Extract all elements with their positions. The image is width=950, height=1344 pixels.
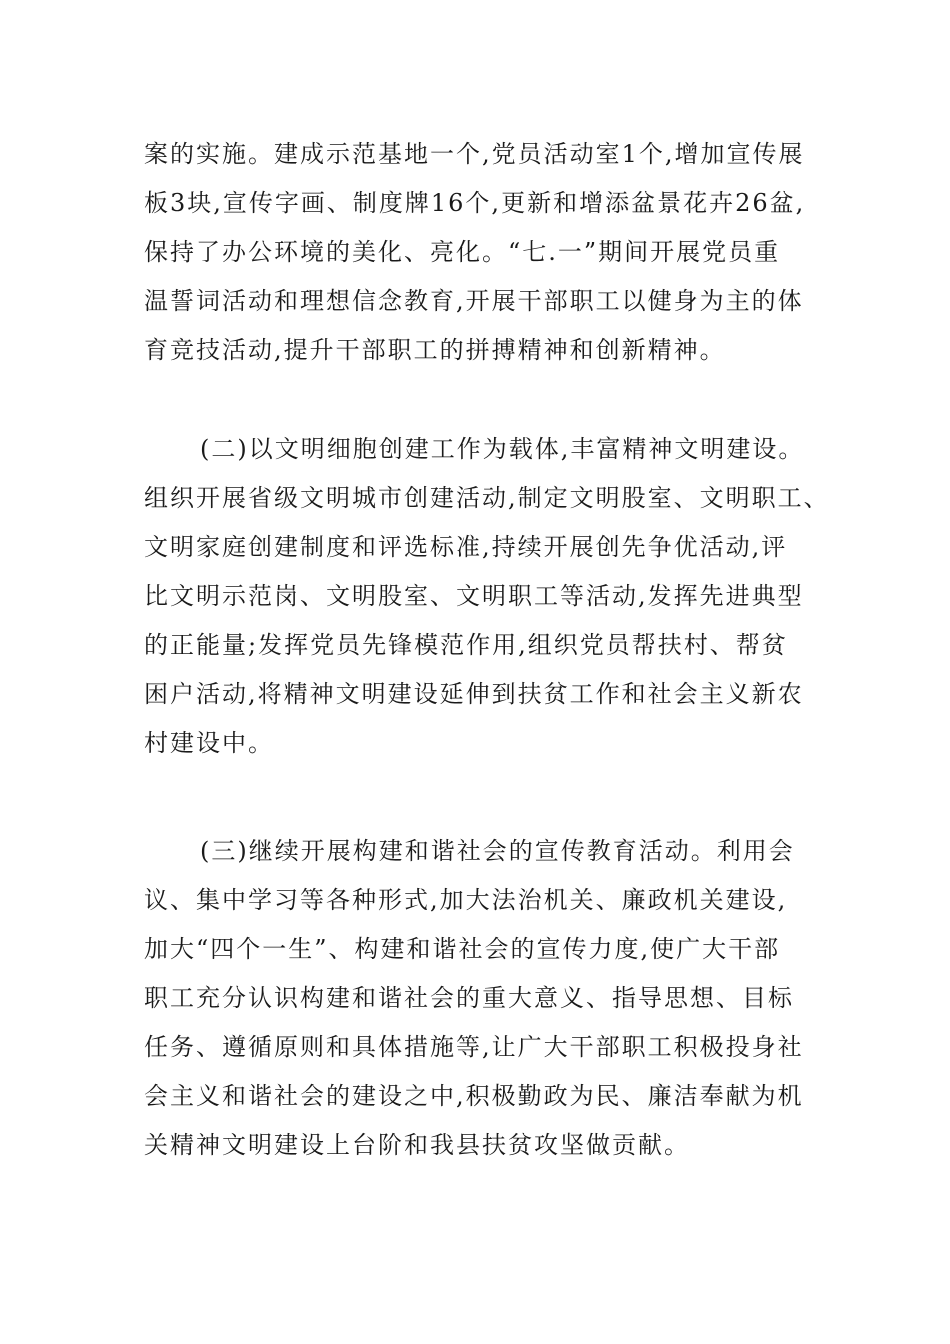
text-line: 板3块,宣传字画、制度牌16个,更新和增添盆景花卉26盆, [144, 189, 806, 217]
text-line: 任务、遵循原则和具体措施等,让广大干部职工积极投身社 [144, 1033, 804, 1061]
section-heading-line: (二)以文明细胞创建工作为载体,丰富精神文明建设。 [200, 435, 805, 463]
text-line: 加大“四个一生”、构建和谐社会的宣传力度,使广大干部 [144, 935, 781, 963]
paragraph-implementation-results [144, 130, 814, 375]
text-line: 案的实施。建成示范基地一个,党员活动室1个,增加宣传展 [144, 140, 805, 168]
paragraph-section-two [144, 425, 830, 768]
text-line: 议、集中学习等各种形式,加大法治机关、廉政机关建设, [144, 886, 788, 914]
paragraph-section-three [144, 827, 814, 1170]
text-line: 组织开展省级文明城市创建活动,制定文明股室、文明职工、 [144, 484, 830, 512]
text-line: 会主义和谐社会的建设之中,积极勤政为民、廉洁奉献为机 [144, 1082, 804, 1110]
section-heading-line: (三)继续开展构建和谐社会的宣传教育活动。利用会 [200, 837, 795, 865]
text-line: 比文明示范岗、文明股室、文明职工等活动,发挥先进典型 [144, 582, 804, 610]
text-line: 保持了办公环境的美化、亮化。“七.一”期间开展党员重 [144, 238, 781, 266]
text-line: 温誓词活动和理想信念教育,开展干部职工以健身为主的体 [144, 287, 804, 315]
text-line: 育竞技活动,提升干部职工的拼搏精神和创新精神。 [144, 336, 726, 364]
text-line: 的正能量;发挥党员先锋模范作用,组织党员帮扶村、帮贫 [144, 631, 788, 659]
text-line: 困户活动,将精神文明建设延伸到扶贫工作和社会主义新农 [144, 680, 804, 708]
text-line: 关精神文明建设上台阶和我县扶贫攻坚做贡献。 [144, 1131, 690, 1159]
text-line: 职工充分认识构建和谐社会的重大意义、指导思想、目标 [144, 984, 794, 1012]
text-line: 文明家庭创建制度和评选标准,持续开展创先争优活动,评 [144, 533, 788, 561]
text-line: 村建设中。 [144, 729, 274, 757]
